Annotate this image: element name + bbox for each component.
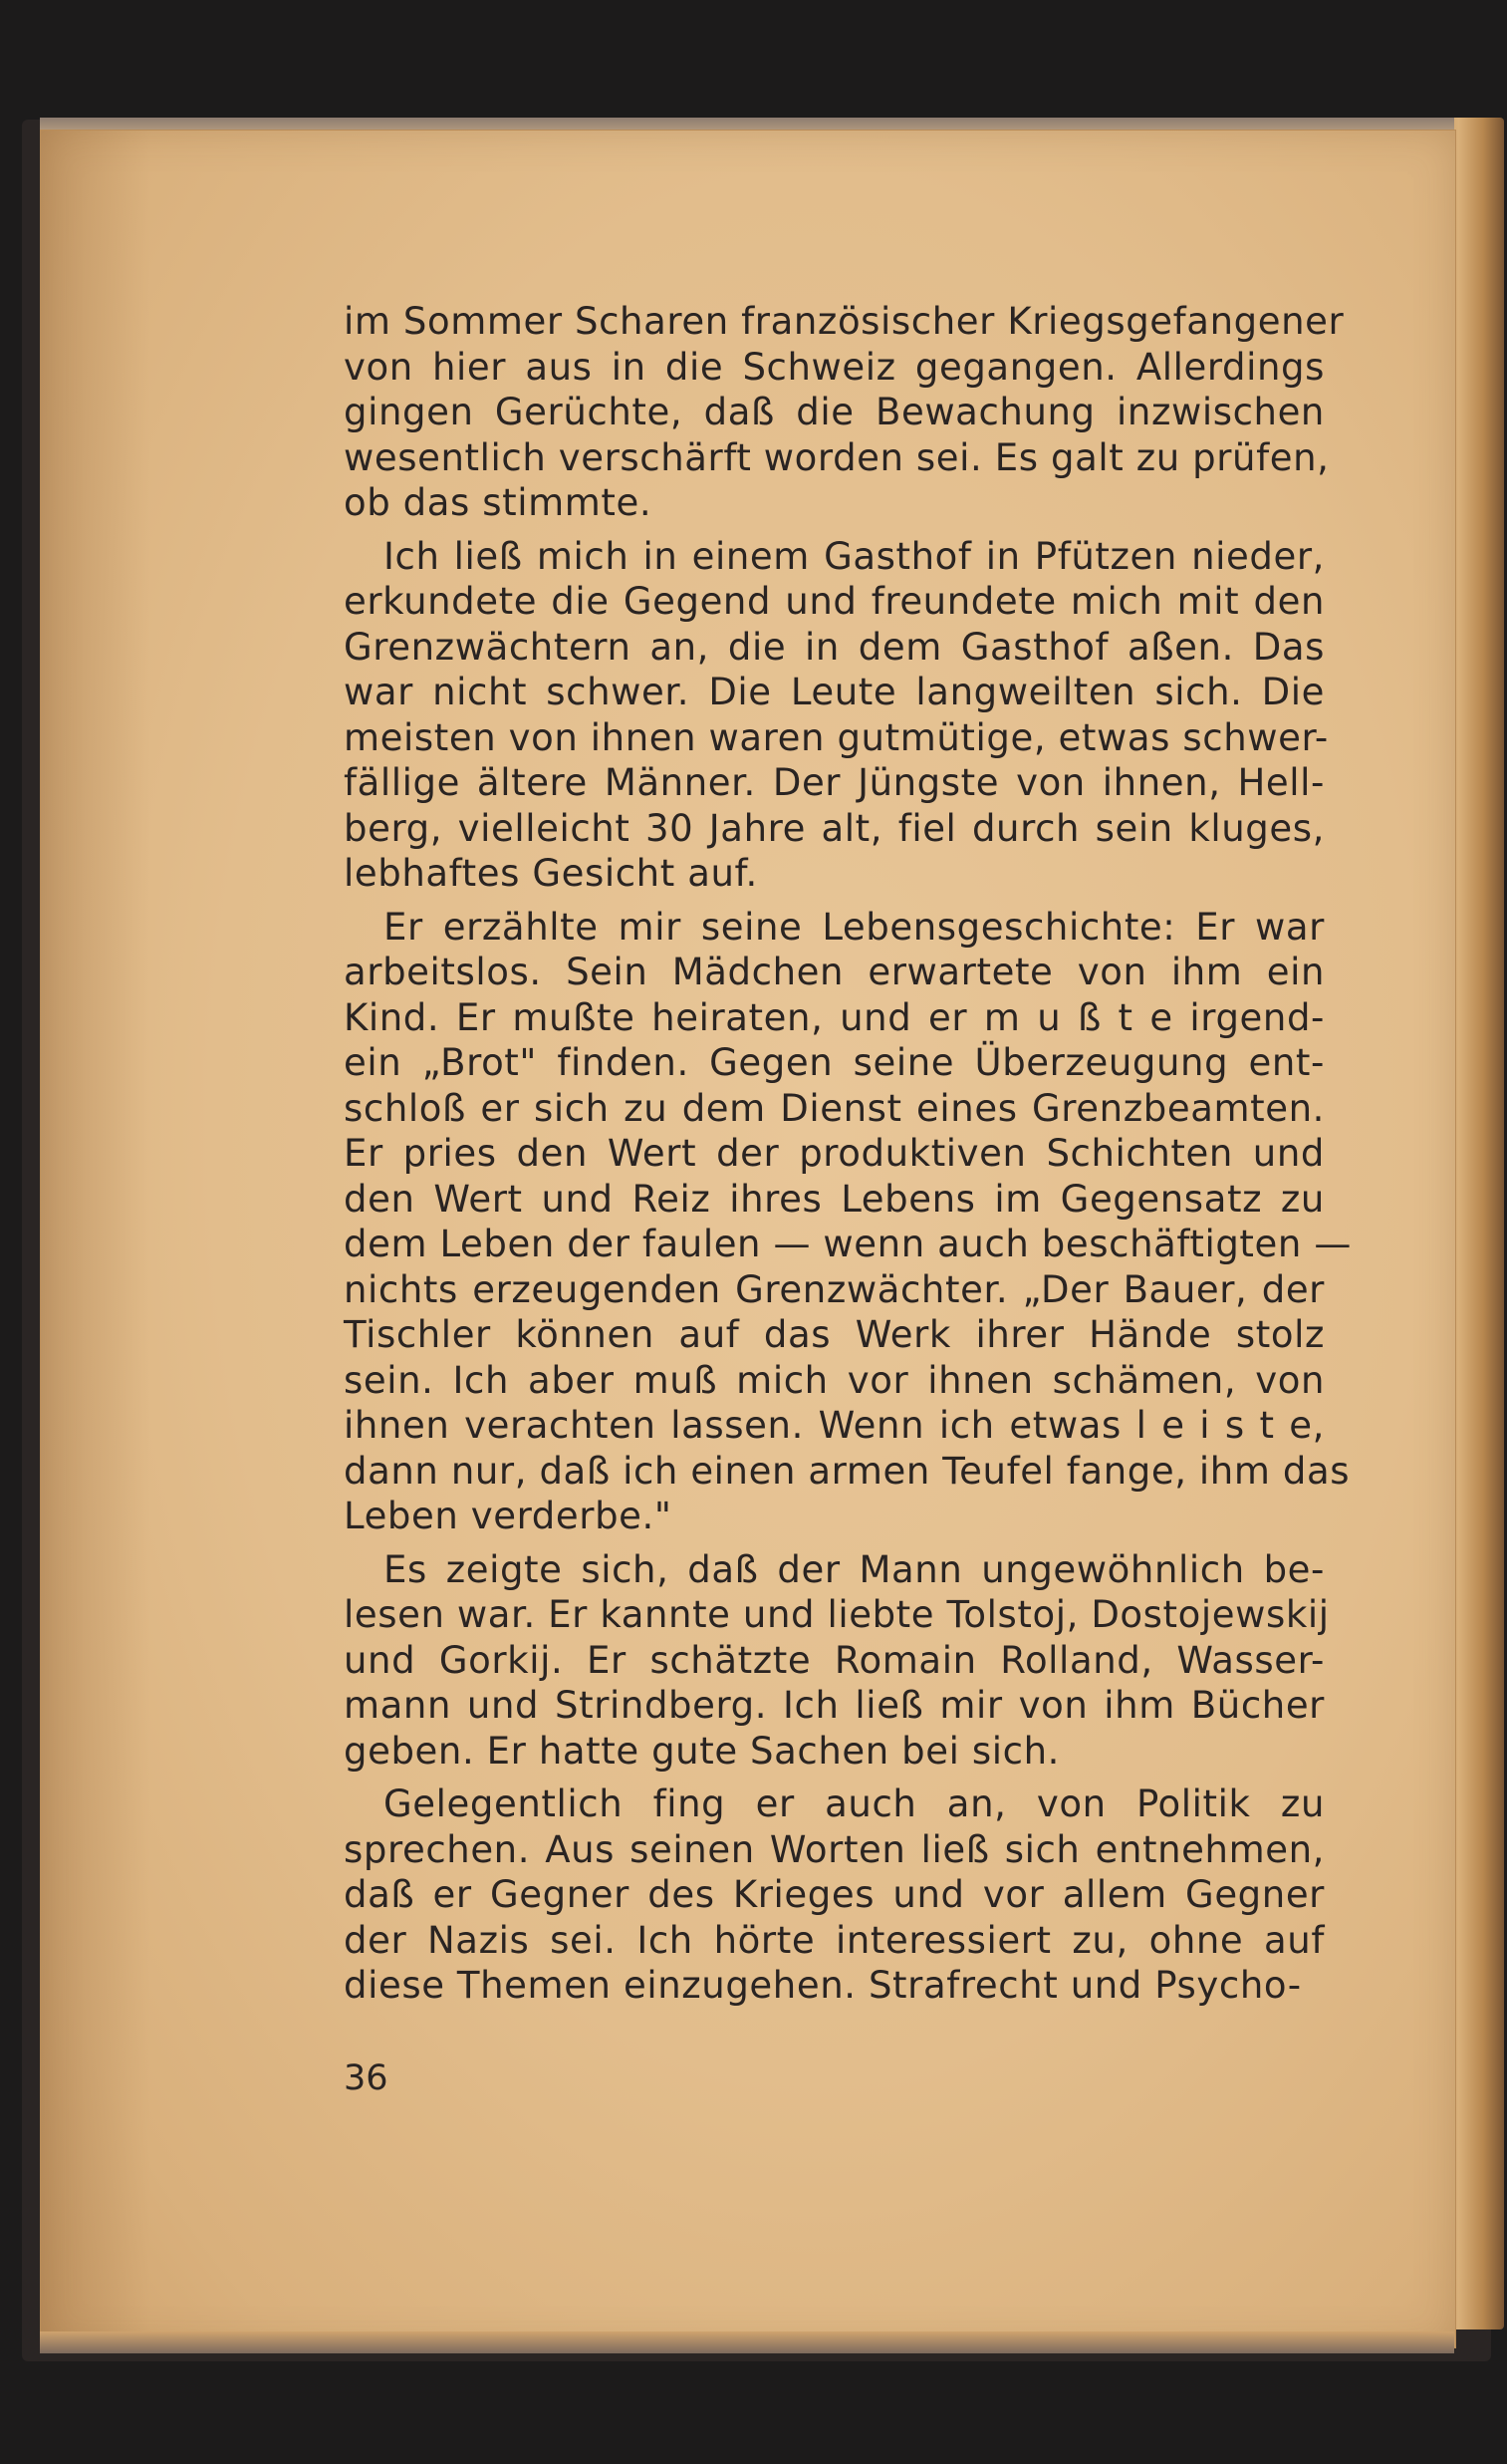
paragraph: [344, 299, 1345, 526]
body-text: [344, 299, 1352, 2009]
text-line: lesen war. Er kannte und liebte Tolstoj, Dostojewskij: [344, 1593, 1330, 1636]
text-line: geben. Er hatte gute Sachen bei sich.: [344, 1729, 1060, 1773]
text-line: Gelegentlich fing er auch an, von Politik zu: [383, 1782, 1325, 1825]
text-line: sprechen. Aus seinen Worten ließ sich entnehmen,: [344, 1827, 1325, 1871]
text-line: mann und Strindberg. Ich ließ mir von ihm Bücher: [344, 1684, 1325, 1727]
text-line: im Sommer Scharen französischer Kriegsgefangener: [344, 300, 1345, 343]
text-line: dem Leben der faulen — wenn auch beschäftigten —: [344, 1223, 1352, 1265]
text-line: sein. Ich aber muß mich vor ihnen schämen, von: [344, 1358, 1325, 1402]
text-line: daß er Gegner des Krieges und vor allem Gegner: [344, 1873, 1325, 1916]
text-line: Er pries den Wert der produktiven Schichten und: [344, 1132, 1325, 1175]
paragraph: [344, 534, 1329, 897]
text-line: fällige ältere Männer. Der Jüngste von ihnen, Hell-: [344, 761, 1325, 804]
text-line: arbeitslos. Sein Mädchen erwartete von ihm ein: [344, 951, 1325, 993]
text-line: Tischler können auf das Werk ihrer Hände stolz: [344, 1313, 1325, 1356]
paragraph: [344, 1781, 1325, 2009]
text-line: Er erzählte mir seine Lebensgeschichte: Er war: [383, 905, 1325, 949]
text-line: den Wert und Reiz ihres Lebens im Gegensatz zu: [344, 1177, 1325, 1221]
text-line: Es zeigte sich, daß der Mann ungewöhnlich be-: [383, 1547, 1325, 1591]
text-line: wesentlich verschärft worden sei. Es galt zu prüfen,: [344, 435, 1330, 479]
text-line: dann nur, daß ich einen armen Teufel fange, ihm das: [344, 1449, 1351, 1493]
text-line: der Nazis sei. Ich hörte interessiert zu, ohne auf: [344, 1918, 1325, 1962]
paragraph: [344, 1547, 1330, 1775]
text-line: Ich ließ mich in einem Gasthof in Pfützen nieder,: [383, 534, 1325, 578]
page-bottom-edge: [40, 2331, 1454, 2353]
text-line: meisten von ihnen waren gutmütige, etwas schwer-: [344, 715, 1329, 759]
text-line: von hier aus in die Schweiz gegangen. Allerdings: [344, 345, 1325, 389]
text-line: nichts erzeugenden Grenzwächter. „Der Bauer, der: [344, 1267, 1325, 1311]
text-line: diese Themen einzugehen. Strafrecht und Psycho-: [344, 1964, 1302, 2007]
text-line: ihnen verachten lassen. Wenn ich etwas l e i s t e,: [344, 1404, 1325, 1447]
text-line: und Gorkij. Er schätzte Romain Rolland, Wasser-: [344, 1638, 1325, 1682]
text-line: ein „Brot" finden. Gegen seine Überzeugung ent-: [344, 1041, 1325, 1084]
text-line: Kind. Er mußte heiraten, und er m u ß t e irgend-: [344, 995, 1325, 1039]
text-line: ob das stimmte.: [344, 481, 652, 524]
text-line: lebhaftes Gesicht auf.: [344, 852, 758, 895]
text-line: gingen Gerüchte, daß die Bewachung inzwischen: [344, 391, 1325, 433]
text-line: schloß er sich zu dem Dienst eines Grenzbeamten.: [344, 1086, 1325, 1130]
paragraph: [344, 905, 1352, 1539]
page-number: 36: [344, 2058, 388, 2098]
text-line: war nicht schwer. Die Leute langweilten sich. Die: [344, 671, 1325, 713]
text-line: berg, vielleicht 30 Jahre alt, fiel durch sein kluges,: [344, 806, 1325, 850]
text-line: erkundete die Gegend und freundete mich mit den: [344, 580, 1325, 623]
text-line: Leben verderbe.": [344, 1495, 672, 1537]
text-line: Grenzwächtern an, die in dem Gasthof aßen. Das: [344, 625, 1325, 669]
